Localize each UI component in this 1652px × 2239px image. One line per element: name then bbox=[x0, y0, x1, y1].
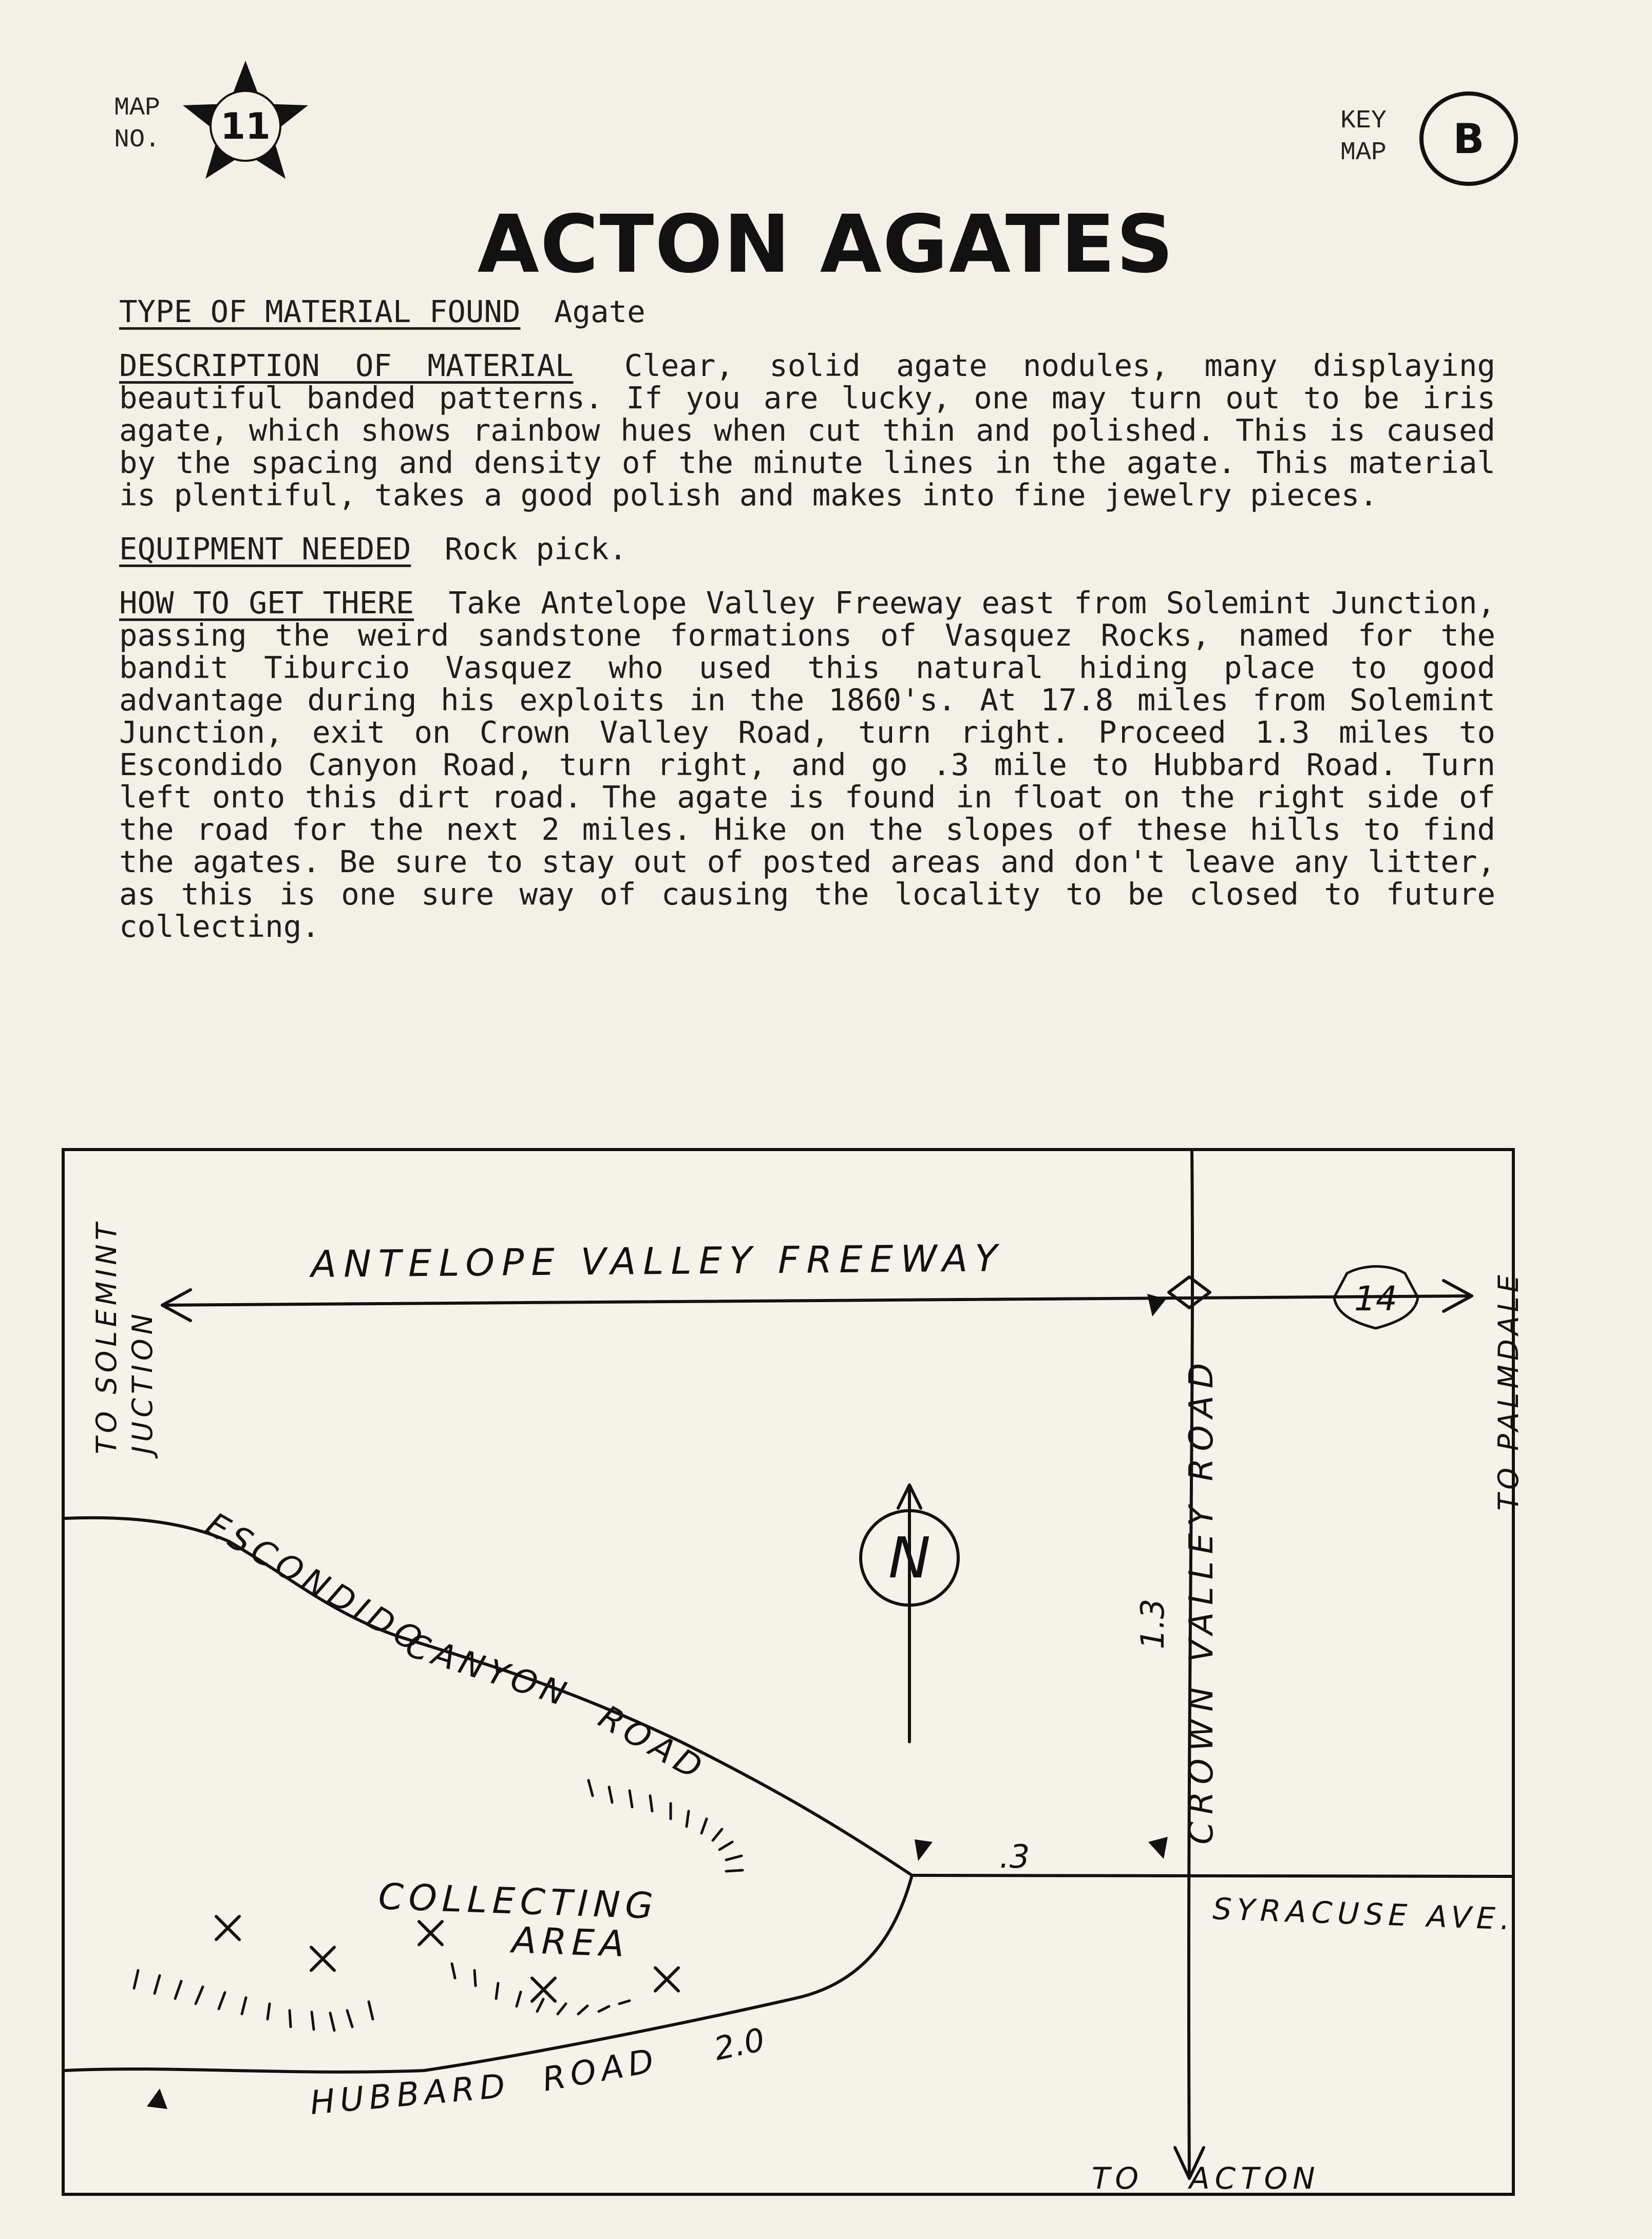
collecting-area-label-1: COLLECTING bbox=[377, 1875, 659, 1928]
directions-text: Take Antelope Valley Freeway east from Solemint Junction, passing the weird sandstone formations of Vasquez Rocks, named for the bandit Tiburcio Vasquez who used this natural hiding place to good advantage during his exploits in the 1860's. At 17.8 miles from Solemint Junction, exit on Crown Valley Road, turn right. Proceed 1.3 miles to Escondido Canyon Road, turn right, and go .3 mile to Hubbard Road. Turn left onto this dirt road. The agate is found in float on the right side of the road for the next 2 miles. Hike on the slopes of these hills to find the agates. Be sure to stay out of posted areas and don't leave any litter, as this is one sure way of causing the locality to be closed to future collecting. bbox=[119, 585, 1495, 944]
route-shield-number: 14 bbox=[1354, 1279, 1397, 1319]
to-acton-label-2: ACTON bbox=[1189, 2161, 1320, 2196]
crown-valley-label: CROWN VALLEY ROAD bbox=[1183, 1356, 1221, 1845]
map-label: MAP bbox=[114, 93, 161, 123]
description-text: Clear, solid agate nodules, many displaying beautiful banded patterns. If you are lucky, one may turn out to be iris agate, which shows rainbow hues when cut thin and polished. This is caused by the spacing and density of the minute lines in the agate. This material is plentiful, takes a good polish and makes into fine jewelry pieces. bbox=[119, 348, 1495, 513]
x-mark-icon bbox=[216, 1916, 239, 1940]
key-map-word: MAP bbox=[1340, 138, 1387, 167]
hubbard-label-1: HUBBARD bbox=[308, 2067, 512, 2122]
escondido-distance: .3 bbox=[999, 1838, 1030, 1875]
west-destination-label-1: TO SOLEMINT bbox=[90, 1219, 123, 1454]
to-acton-label-1: TO bbox=[1092, 2161, 1144, 2196]
material-section bbox=[119, 295, 1495, 328]
collecting-area-label-2: AREA bbox=[511, 1919, 630, 1965]
north-arrow-icon bbox=[898, 1485, 921, 1742]
directions-section bbox=[119, 587, 1495, 943]
escondido-canyon-road-line bbox=[65, 1518, 912, 1875]
x-mark-icon bbox=[311, 1947, 334, 1970]
x-mark-icon bbox=[532, 1978, 555, 2001]
no-label: NO. bbox=[114, 125, 161, 155]
escondido-label-1: ESCONDIDO bbox=[199, 1505, 433, 1662]
syracuse-ave-line bbox=[912, 1875, 1512, 1876]
x-mark-icon bbox=[655, 1968, 678, 1991]
map-number-star-icon bbox=[179, 57, 312, 185]
key-map-circle-icon bbox=[1415, 87, 1523, 190]
hubbard-marker-icon bbox=[147, 2089, 167, 2109]
escondido-marker-icon bbox=[915, 1839, 933, 1861]
key-label: KEY bbox=[1340, 106, 1387, 136]
hubbard-label-2: ROAD bbox=[539, 2041, 662, 2099]
map-number: 11 bbox=[220, 105, 271, 147]
syracuse-label: SYRACUSE AVE. bbox=[1212, 1891, 1516, 1937]
hubbard-distance: 2.0 bbox=[710, 2020, 768, 2068]
escondido-label-2: CANYON bbox=[401, 1626, 576, 1715]
interchange-icon bbox=[1169, 1277, 1210, 1308]
key-map-label bbox=[1340, 105, 1387, 169]
east-destination-label: TO PALMDALE bbox=[1492, 1271, 1525, 1511]
map-number-label bbox=[114, 92, 160, 156]
crown-valley-distance: 1.3 bbox=[1134, 1598, 1171, 1649]
freeway-label: ANTELOPE VALLEY FREEWAY bbox=[311, 1236, 1005, 1286]
description-section bbox=[119, 349, 1495, 511]
freeway-line bbox=[162, 1296, 1472, 1305]
material-text: Agate bbox=[554, 294, 645, 329]
material-heading: TYPE OF MATERIAL FOUND bbox=[119, 294, 521, 329]
crown-valley-marker-icon bbox=[1148, 1837, 1168, 1859]
x-mark-icon bbox=[419, 1922, 442, 1945]
directions-heading: HOW TO GET THERE bbox=[119, 585, 414, 620]
north-label: N bbox=[888, 1525, 931, 1591]
west-destination-label-2: JUCTION bbox=[126, 1310, 159, 1454]
road-map bbox=[62, 1148, 1525, 2196]
equipment-heading: EQUIPMENT NEEDED bbox=[119, 531, 411, 567]
escondido-label-3: ROAD bbox=[592, 1698, 713, 1790]
equipment-text: Rock pick. bbox=[444, 531, 628, 567]
page-title: ACTON AGATES bbox=[477, 198, 1175, 291]
body-text bbox=[119, 295, 1495, 964]
key-map-letter: B bbox=[1453, 115, 1485, 163]
description-heading: DESCRIPTION OF MATERIAL bbox=[119, 348, 574, 383]
equipment-section bbox=[119, 533, 1495, 565]
